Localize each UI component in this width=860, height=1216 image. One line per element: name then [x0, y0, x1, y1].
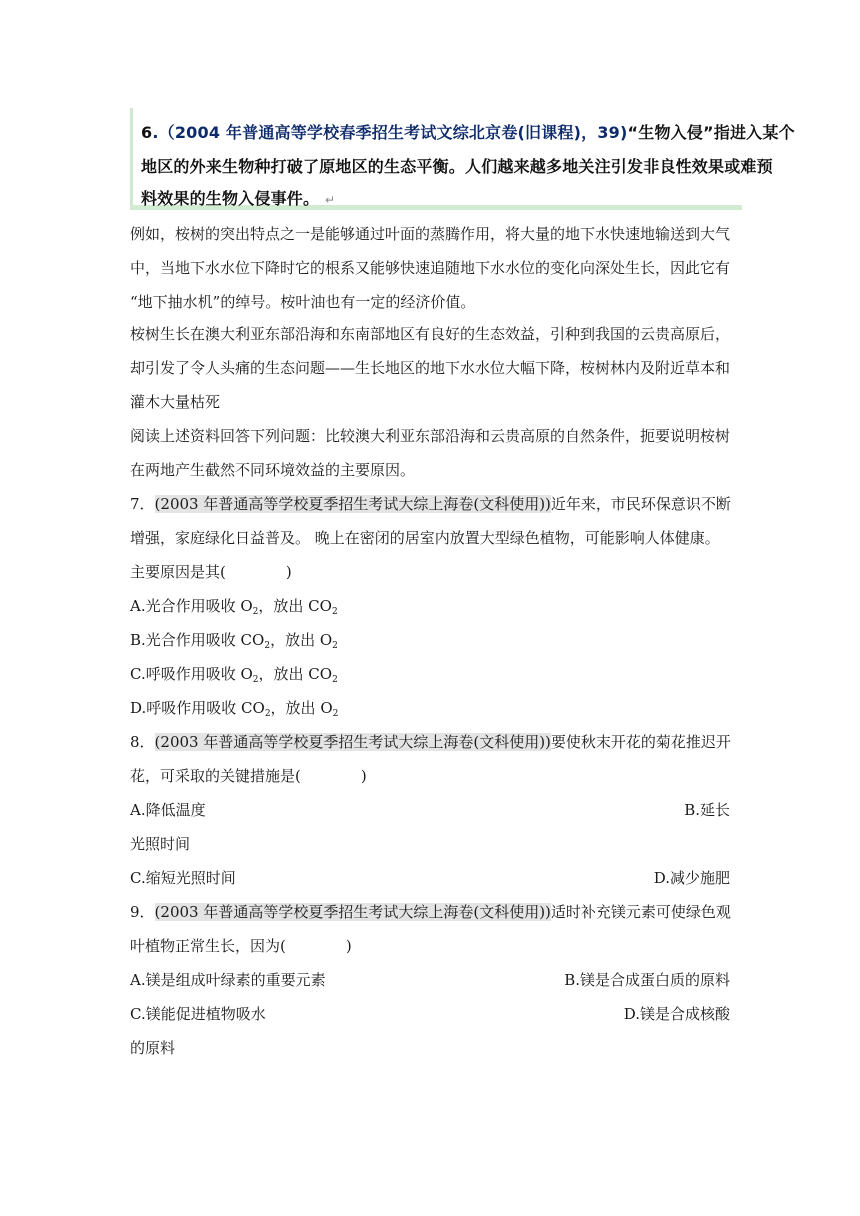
- question-8-source: (2003 年普通高等学校夏季招生考试大综上海卷(文科使用)): [154, 733, 551, 751]
- question-9-number: 9．: [130, 903, 155, 921]
- return-mark-icon: ↵: [324, 193, 336, 207]
- passage-line: 中，当地下水水位下降时它的根系又能够快速追随地下水水位的变化向深处生长，因此它有: [130, 259, 731, 277]
- question-7-option-d: D.呼吸作用吸收 $CO_2$，放出 $O_2$: [130, 699, 339, 719]
- question-6-image-line-3: 料效果的生物入侵事件。 ↵: [141, 189, 336, 208]
- question-7-number: 7．: [130, 495, 155, 513]
- question-9-option-b: B.镁是合成蛋白质的原料: [564, 971, 730, 989]
- question-6-source: .（2004 年普通高等学校春季招生考试文综北京卷(旧课程)，39): [152, 123, 628, 142]
- question-8-option-c: C.缩短光照时间: [130, 869, 236, 887]
- question-7-source: (2003 年普通高等学校夏季招生考试大综上海卷(文科使用)): [154, 495, 551, 513]
- passage-line: 却引发了令人头痛的生态问题——生长地区的地下水水位大幅下降，桉树林内及附近草本和: [130, 359, 731, 377]
- question-7-option-b: B.光合作用吸收 $CO_2$，放出 $O_2$: [130, 631, 338, 651]
- passage-line: 在两地产生截然不同环境效益的主要原因。: [130, 461, 416, 479]
- question-8-option-d: D.减少施肥: [653, 869, 730, 887]
- question-9-line-2: 叶植物正常生长，因为( ): [130, 937, 352, 955]
- question-6-image-line-2: 地区的外来生物种打破了原地区的生态平衡。人们越来越多地关注引发非良性效果或难预: [141, 157, 773, 176]
- question-7-line-3: 主要原因是其( ): [130, 563, 292, 581]
- passage-line: 阅读上述资料回答下列问题：比较澳大利亚东部沿海和云贵高原的自然条件，扼要说明桉树: [130, 427, 731, 445]
- question-9-option-c: C.镁能促进植物吸水: [130, 1005, 266, 1023]
- question-6-number: 6: [141, 123, 153, 142]
- passage-line: 桉树生长在澳大利亚东部沿海和东南部地区有良好的生态效益，引种到我国的云贵高原后，: [130, 325, 731, 343]
- question-7-line-1: 7．(2003 年普通高等学校夏季招生考试大综上海卷(文科使用))近年来，市民环保意识不断: [130, 495, 731, 513]
- passage-line: 例如，桉树的突出特点之一是能够通过叶面的蒸腾作用，将大量的地下水快速地输送到大气: [130, 225, 731, 243]
- passage-line: 灌木大量枯死: [130, 393, 221, 411]
- question-9-source: (2003 年普通高等学校夏季招生考试大综上海卷(文科使用)): [154, 903, 551, 921]
- question-8-line-1: 8．(2003 年普通高等学校夏季招生考试大综上海卷(文科使用))要使秋末开花的菊花推迟开: [130, 733, 731, 751]
- question-8-number: 8．: [130, 733, 155, 751]
- question-6-image: [130, 108, 795, 210]
- passage-line: “地下抽水机”的绰号。桉叶油也有一定的经济价值。: [130, 293, 476, 311]
- question-9-option-a: A.镁是组成叶绿素的重要元素: [130, 971, 326, 989]
- question-8-option-b: B.延长: [684, 801, 730, 819]
- question-9-option-d-wrap: 的原料: [130, 1039, 176, 1057]
- question-8-line-2: 花，可采取的关键措施是( ): [130, 767, 367, 785]
- question-7-line-2: 增强，家庭绿化日益普及。 晚上在密闭的居室内放置大型绿色植物，可能影响人体健康。: [130, 529, 720, 547]
- question-7-option-c: C.呼吸作用吸收 $O_2$，放出 $CO_2$: [130, 665, 338, 685]
- question-9-line-1: 9．(2003 年普通高等学校夏季招生考试大综上海卷(文科使用))适时补充镁元素可使绿色观: [130, 903, 731, 921]
- question-8-option-a: A.降低温度: [130, 801, 206, 819]
- question-8-option-b-wrap: 光照时间: [130, 835, 191, 853]
- question-7-option-a: A.光合作用吸收 $O_2$，放出 $CO_2$: [130, 597, 338, 617]
- question-9-option-d: D.镁是合成核酸: [623, 1005, 730, 1023]
- question-6-header: [141, 120, 795, 143]
- question-6-intro: “生物入侵”指进入某个: [627, 123, 795, 142]
